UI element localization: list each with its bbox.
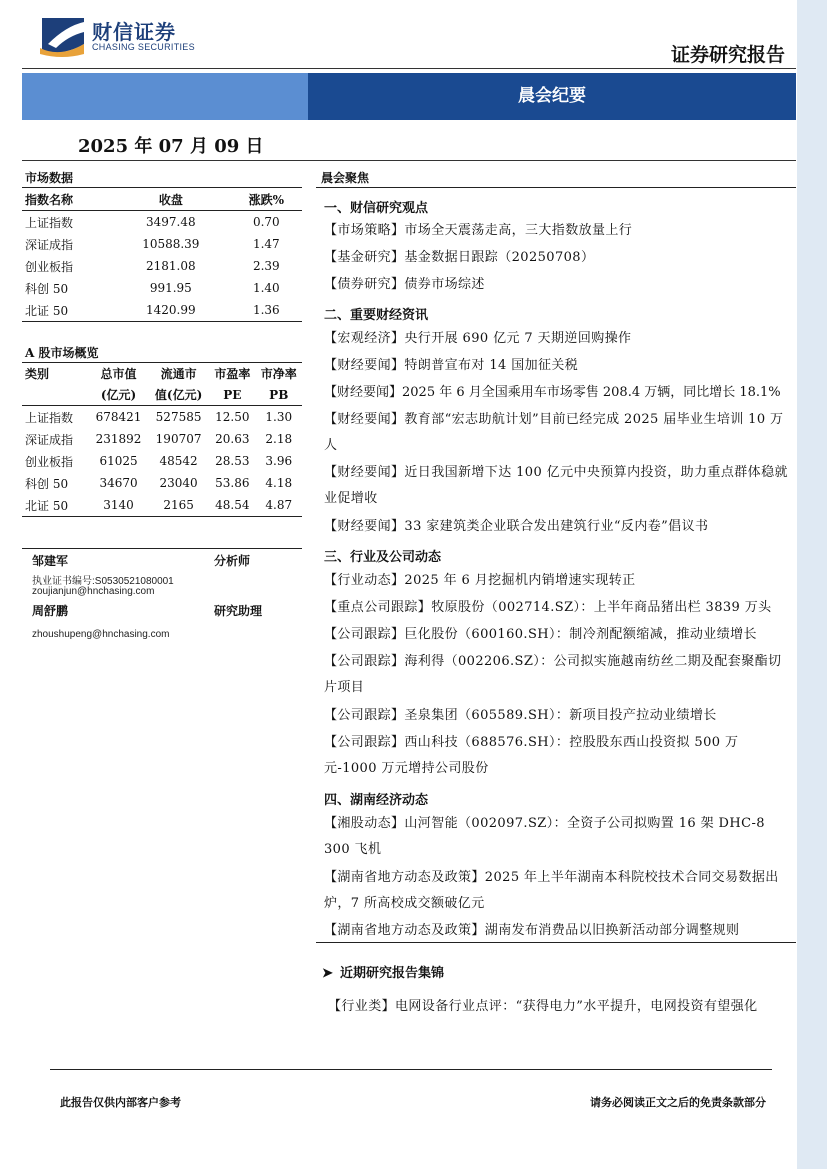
- news-item[interactable]: 【债券研究】债券市场综述: [324, 277, 485, 292]
- column-header: 类别: [25, 367, 50, 381]
- logo-text-en: CHASING SECURITIES: [92, 42, 195, 52]
- section-heading: 四、湖南经济动态: [324, 793, 429, 808]
- column-header: 流通市: [160, 367, 197, 381]
- table-header-row: [22, 384, 302, 406]
- news-item[interactable]: 【公司跟踪】圣泉集团（605589.SH）：新项目投产拉动业绩增长: [324, 708, 717, 723]
- news-item[interactable]: 【公司跟踪】巨化股份（600160.SH）：制冷剂配额缩减，推动业绩增长: [324, 627, 757, 642]
- analyst-name: 邹建军: [32, 554, 69, 568]
- ashare-table: [22, 363, 302, 517]
- column-header: 收盘: [111, 188, 228, 211]
- cell: 科创 50: [25, 476, 69, 491]
- news-item[interactable]: 【财经要闻】33 家建筑类企业联合发出建筑行业“反内卷”倡议书: [324, 519, 709, 534]
- cell: 991.95: [149, 281, 192, 295]
- recent-reports-heading: [322, 962, 444, 981]
- header-divider: [22, 68, 796, 69]
- table-row: [22, 472, 302, 494]
- assistant-name: 周舒鹏: [32, 604, 69, 618]
- table-row: [22, 494, 302, 517]
- cell: 678421: [95, 410, 142, 424]
- cell: 28.53: [215, 454, 250, 468]
- cell: 上证指数: [25, 410, 74, 425]
- news-item[interactable]: 【湖南省地方动态及政策】湖南发布消费品以旧换新活动部分调整规则: [324, 923, 740, 938]
- cell: 20.63: [215, 432, 250, 446]
- cell: 创业板指: [25, 454, 74, 469]
- cell: 深证成指: [25, 237, 74, 252]
- footer-divider: [50, 1069, 772, 1070]
- cell: 3.96: [265, 454, 293, 468]
- analyst-divider: [22, 548, 302, 549]
- cell: 527585: [155, 410, 202, 424]
- cell: 北证 50: [22, 299, 111, 322]
- focus-bottom-divider: [316, 942, 796, 943]
- cell: 创业板指: [25, 259, 74, 274]
- table-row: [22, 277, 302, 299]
- column-header: 值(亿元): [148, 384, 209, 406]
- news-item[interactable]: 【公司跟踪】西山科技（688576.SH）：控股股东西山投资拟 500 万元-1000 万元增持公司股份: [324, 735, 739, 776]
- focus-title: 晨会聚焦: [316, 167, 796, 188]
- side-strip: [797, 0, 827, 1169]
- chevron-right-icon: ➤: [322, 966, 333, 981]
- news-item[interactable]: 【市场策略】市场全天震荡走高，三大指数放量上行: [324, 223, 633, 238]
- right-column: [316, 167, 796, 188]
- cell: 2165: [148, 494, 209, 517]
- cell: 3497.48: [146, 215, 196, 229]
- news-item[interactable]: 【宏观经济】央行开展 690 亿元 7 天期逆回购操作: [324, 331, 632, 346]
- cell: 190707: [155, 432, 202, 446]
- table-row: [22, 211, 302, 234]
- table-row: [22, 299, 302, 322]
- news-item[interactable]: 【湖南省地方动态及政策】2025 年上半年湖南本科院校技术合同交易数据出炉，7 所高校成交额破亿元: [324, 870, 779, 911]
- section-heading: 一、财信研究观点: [324, 201, 429, 216]
- column-header: 市盈率: [214, 367, 251, 381]
- company-logo-icon: [38, 14, 88, 58]
- news-item[interactable]: 【公司跟踪】海利得（002206.SZ）：公司拟实施越南纺丝二期及配套聚酯切片项目: [324, 654, 782, 695]
- cell: 10588.39: [142, 237, 200, 251]
- cell: 深证成指: [25, 432, 74, 447]
- column-header: PE: [209, 384, 255, 406]
- report-date: 2025 年 07 月 09 日: [78, 136, 264, 157]
- analyst-email[interactable]: zoujianjun@hnchasing.com: [32, 586, 155, 597]
- cell: 4.87: [256, 494, 302, 517]
- cell: 0.70: [252, 215, 280, 229]
- cell: 科创 50: [25, 281, 69, 296]
- document-type: 证券研究报告: [670, 44, 785, 66]
- column-header: 总市值: [100, 367, 137, 381]
- column-header: [22, 384, 89, 406]
- news-item[interactable]: 【财经要闻】特朗普宣布对 14 国加征关税: [324, 358, 579, 373]
- column-header: (亿元): [89, 384, 148, 406]
- assistant-role: 研究助理: [214, 604, 263, 618]
- table-row: [22, 255, 302, 277]
- table-row: [22, 233, 302, 255]
- ashare-title: A 股市场概览: [22, 342, 302, 363]
- news-item[interactable]: 【重点公司跟踪】牧原股份（002714.SZ）：上半年商品猪出栏 3839 万头: [324, 600, 772, 615]
- analyst-role: 分析师: [214, 554, 251, 568]
- section-heading: 二、重要财经资讯: [324, 308, 429, 323]
- date-divider: [22, 160, 796, 161]
- market-data-table: [22, 188, 302, 322]
- table-row: [22, 428, 302, 450]
- cell: 2.18: [265, 432, 293, 446]
- cell: 1.30: [265, 410, 293, 424]
- cell: 4.18: [265, 476, 293, 490]
- news-item[interactable]: 【财经要闻】教育部“宏志助航计划”目前已经完成 2025 届毕业生培训 10 万人: [324, 412, 784, 453]
- column-header: PB: [256, 384, 302, 406]
- cell: 23040: [159, 476, 198, 490]
- footer-disclaimer: 请务必阅读正文之后的免责条款部分: [590, 1096, 766, 1109]
- cell: 1.36: [228, 299, 302, 322]
- column-header: 市净率: [260, 367, 297, 381]
- cell: 1420.99: [111, 299, 228, 322]
- cell: 231892: [95, 432, 142, 446]
- table-row: [22, 450, 302, 472]
- news-item[interactable]: 【基金研究】基金数据日跟踪（20250708）: [324, 250, 595, 265]
- logo-text-cn: 财信证券: [92, 20, 176, 44]
- news-item[interactable]: 【行业动态】2025 年 6 月挖掘机内销增速实现转正: [324, 573, 636, 588]
- recent-reports-title: 近期研究报告集锦: [340, 966, 445, 981]
- table-header-row: [22, 188, 302, 211]
- news-item[interactable]: 【湘股动态】山河智能（002097.SZ）：全资子公司拟购置 16 架 DHC-8 300 飞机: [324, 816, 765, 857]
- banner-accent: [22, 73, 308, 120]
- analyst-cert: 执业证书编号:S0530521080001: [32, 576, 174, 587]
- cell: 上证指数: [25, 215, 74, 230]
- banner-title: 晨会纪要: [518, 86, 586, 106]
- cell: 1.47: [252, 237, 280, 251]
- cell: 34670: [99, 476, 138, 490]
- left-column: [22, 167, 302, 517]
- cell: 2181.08: [146, 259, 196, 273]
- cell: 2.39: [252, 259, 280, 273]
- market-data-title: 市场数据: [22, 167, 302, 188]
- cell: 北证 50: [22, 494, 89, 517]
- footer-note: 此报告仅供内部客户参考: [60, 1096, 181, 1109]
- news-item[interactable]: 【财经要闻】2025 年 6 月全国乘用车市场零售 208.4 万辆，同比增长 18.1%: [324, 385, 781, 400]
- news-item[interactable]: 【财经要闻】近日我国新增下达 100 亿元中央预算内投资，助力重点群体稳就业促增收: [324, 465, 788, 506]
- cell: 1.40: [252, 281, 280, 295]
- column-header: 指数名称: [22, 188, 111, 211]
- table-row: [22, 406, 302, 429]
- column-header: 涨跌%: [228, 188, 302, 211]
- cell: 3140: [89, 494, 148, 517]
- cell: 53.86: [215, 476, 250, 490]
- cell: 61025: [99, 454, 138, 468]
- recent-report-item[interactable]: 【行业类】电网设备行业点评：“获得电力”水平提升，电网投资有望强化: [328, 999, 758, 1014]
- cell: 12.50: [215, 410, 250, 424]
- section-heading: 三、行业及公司动态: [324, 550, 442, 565]
- cell: 48542: [159, 454, 198, 468]
- table-header-row: [22, 363, 302, 384]
- assistant-email[interactable]: zhoushupeng@hnchasing.com: [32, 629, 170, 640]
- cell: 48.54: [209, 494, 255, 517]
